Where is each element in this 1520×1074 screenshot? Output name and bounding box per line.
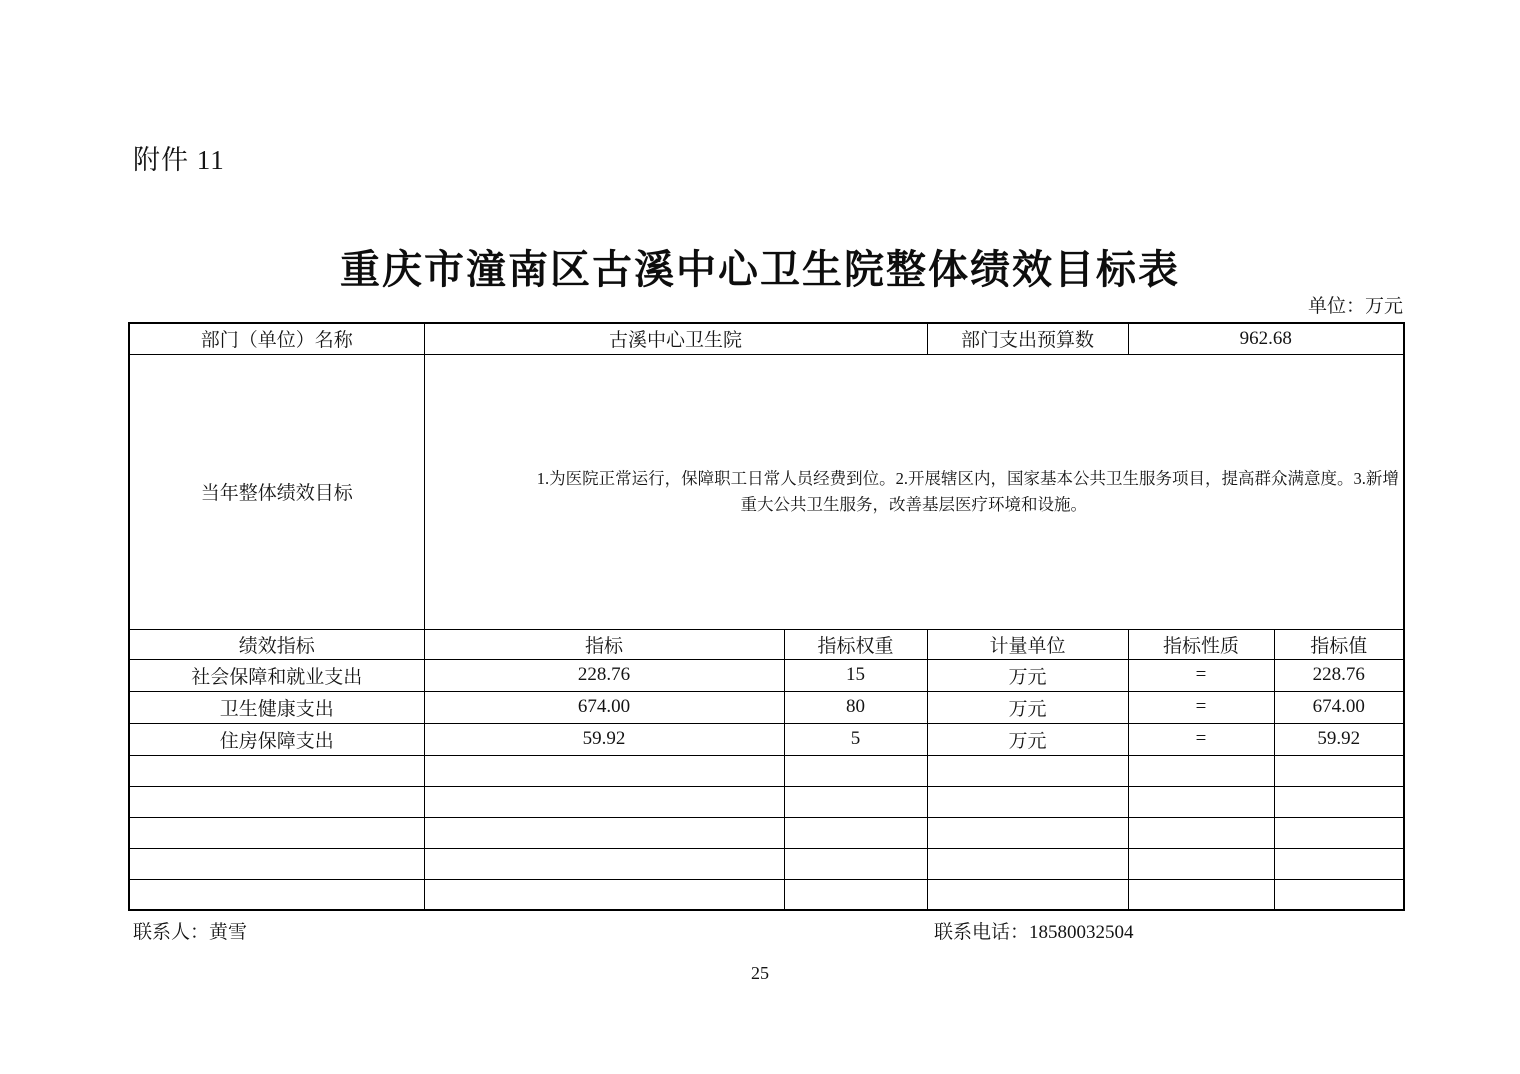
indicator-target: 59.92: [424, 723, 784, 755]
empty-cell: [424, 848, 784, 879]
indicator-nature: =: [1128, 659, 1274, 691]
empty-indicator-row: [129, 755, 1404, 786]
empty-cell: [1274, 786, 1404, 817]
empty-cell: [1274, 879, 1404, 910]
empty-cell: [129, 848, 424, 879]
empty-cell: [784, 817, 927, 848]
budget-label: 部门支出预算数: [927, 323, 1128, 354]
indicator-row: [129, 691, 1404, 723]
indicator-row: [129, 659, 1404, 691]
indicator-target: 674.00: [424, 691, 784, 723]
empty-cell: [784, 848, 927, 879]
empty-indicator-row: [129, 786, 1404, 817]
empty-indicator-row: [129, 817, 1404, 848]
header-unit: 计量单位: [927, 629, 1128, 659]
indicator-weight: 80: [784, 691, 927, 723]
indicator-unit: 万元: [927, 659, 1128, 691]
empty-cell: [1128, 848, 1274, 879]
empty-cell: [927, 755, 1128, 786]
dept-name-value: 古溪中心卫生院: [424, 323, 927, 354]
indicator-value: 59.92: [1274, 723, 1404, 755]
indicator-weight: 5: [784, 723, 927, 755]
empty-cell: [1128, 879, 1274, 910]
indicator-name: 社会保障和就业支出: [129, 659, 424, 691]
empty-cell: [784, 879, 927, 910]
empty-cell: [424, 879, 784, 910]
indicator-unit: 万元: [927, 723, 1128, 755]
empty-cell: [1128, 817, 1274, 848]
empty-cell: [1274, 817, 1404, 848]
indicator-nature: =: [1128, 723, 1274, 755]
indicator-header-row: [129, 629, 1404, 659]
header-weight: 指标权重: [784, 629, 927, 659]
empty-cell: [784, 755, 927, 786]
empty-cell: [129, 755, 424, 786]
indicator-row: [129, 723, 1404, 755]
page-number: 25: [751, 963, 769, 983]
budget-value: 962.68: [1128, 323, 1404, 354]
annual-goal-row: [129, 354, 1404, 629]
empty-cell: [927, 817, 1128, 848]
header-indicator: 绩效指标: [129, 629, 424, 659]
indicator-target: 228.76: [424, 659, 784, 691]
performance-table-body: [129, 323, 1404, 910]
empty-cell: [784, 786, 927, 817]
empty-cell: [424, 755, 784, 786]
annual-goal-text: [424, 354, 1404, 629]
indicator-name: 卫生健康支出: [129, 691, 424, 723]
page-title: 重庆市潼南区古溪中心卫生院整体绩效目标表: [340, 248, 1180, 292]
empty-cell: [129, 786, 424, 817]
annual-goal-text-content: 1.为医院正常运行，保障职工日常人员经费到位。2.开展辖区内，国家基本公共卫生服务项目，提高群众满意度。3.新增重大公共卫生服务，改善基层医疗环境和设施。: [536, 468, 1399, 514]
indicator-name: 住房保障支出: [129, 723, 424, 755]
empty-cell: [1274, 848, 1404, 879]
empty-cell: [424, 817, 784, 848]
header-nature: 指标性质: [1128, 629, 1274, 659]
empty-indicator-row: [129, 848, 1404, 879]
empty-cell: [1128, 786, 1274, 817]
empty-cell: [1274, 755, 1404, 786]
header-target: 指标: [424, 629, 784, 659]
indicator-nature: =: [1128, 691, 1274, 723]
empty-cell: [424, 786, 784, 817]
attachment-label: 附件 11: [133, 145, 225, 175]
indicator-weight: 15: [784, 659, 927, 691]
contact-person: 联系人：黄雪: [133, 922, 248, 943]
indicator-value: 674.00: [1274, 691, 1404, 723]
header-value: 指标值: [1274, 629, 1404, 659]
empty-cell: [927, 879, 1128, 910]
annual-goal-label: 当年整体绩效目标: [129, 354, 424, 629]
indicator-unit: 万元: [927, 691, 1128, 723]
empty-cell: [1128, 755, 1274, 786]
dept-name-label: 部门（单位）名称: [129, 323, 424, 354]
empty-cell: [129, 879, 424, 910]
performance-target-table: [128, 322, 1405, 911]
empty-cell: [927, 848, 1128, 879]
indicator-value: 228.76: [1274, 659, 1404, 691]
contact-phone: 联系电话：18580032504: [934, 922, 1134, 943]
dept-row: [129, 323, 1404, 354]
empty-indicator-row: [129, 879, 1404, 910]
empty-cell: [129, 817, 424, 848]
empty-cell: [927, 786, 1128, 817]
unit-note: 单位：万元: [1307, 296, 1403, 317]
